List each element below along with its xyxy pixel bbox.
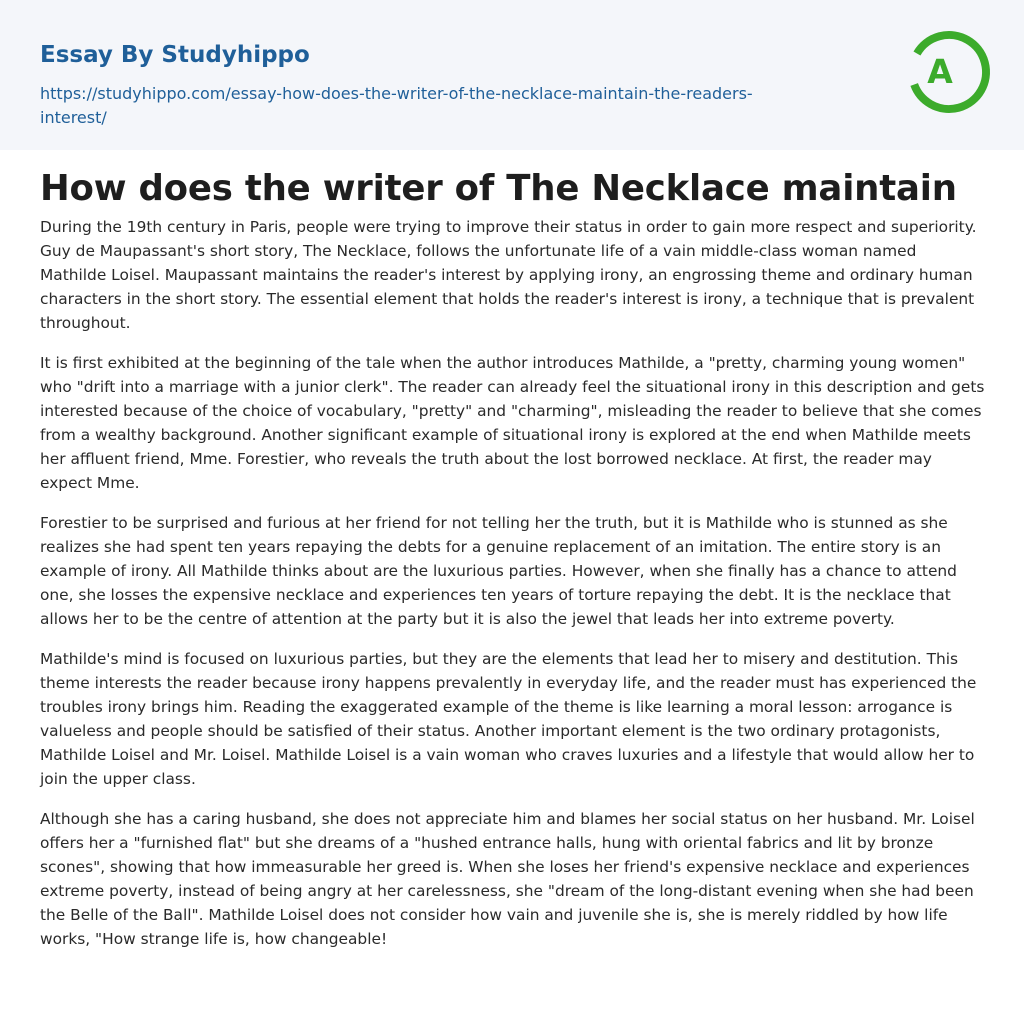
logo-letter: A — [927, 52, 953, 91]
essay-paragraph-2: It is first exhibited at the beginning of the tale when the author introduces Mathilde, a "pretty, charming young women" who "drift into a marriage with a junior clerk". The reader can already feel the situational irony in this description and gets interested because of the choice of vocabulary, "pretty" and "charming", misleading the reader to believe that she comes from a wealthy background. Another significant example of situational irony is explored at the end when Mathilde meets her affluent friend, Mme. Forestier, who reveals the truth about the lost borrowed necklace. At first, the reader may expect Mme. — [40, 354, 985, 492]
essay-paragraph-5: Although she has a caring husband, she does not appreciate him and blames her social status on her husband. Mr. Loisel offers her a "furnished flat" but she dreams of a "hushed entrance halls, hung with oriental fabrics and lit by bronze scones", showing that how immeasurable her greed is. When she loses her friend's expensive necklace and experiences extreme poverty, instead of being angry at her carelessness, she "dream of the long-distant evening when she had been the Belle of the Ball". Mathilde Loisel does not consider how vain and juvenile she is, she is merely riddled by how life works, "How strange life is, how changeable! — [40, 810, 975, 948]
essay-paragraph-3: Forestier to be surprised and furious at her friend for not telling her the truth, but it is Mathilde who is stunned as she realizes she had spent ten years repaying the debts for a genuine replacement of an imitation. The entire story is an example of irony. All Mathilde thinks about are the luxurious parties. However, when she finally has a chance to attend one, she losses the expensive necklace and experiences ten years of torture repaying the debt. It is the necklace that allows her to be the centre of attention at the party but it is also the jewel that leads her into extreme poverty. — [40, 514, 957, 628]
circle-a-logo-icon[interactable] — [906, 29, 992, 115]
essay-paragraph-1: During the 19th century in Paris, people were trying to improve their status in order to gain more respect and superiority. Guy de Maupassant's short story, The Necklace, follows the unfortunate life of a vain middle-class woman named Mathilde Loisel. Maupassant maintains the reader's interest by applying irony, an engrossing theme and ordinary human characters in the short story. The essential element that holds the reader's interest is irony, a technique that is prevalent throughout. — [40, 218, 977, 332]
site-brand-title[interactable]: Essay By Studyhippo — [40, 42, 310, 68]
essay-title: How does the writer of The Necklace maintain — [40, 168, 957, 209]
essay-paragraph-4: Mathilde's mind is focused on luxurious parties, but they are the elements that lead her to misery and destitution. This theme interests the reader because irony happens prevalently in everyday life, and the reader must has experienced the troubles irony brings him. Reading the exaggerated example of the theme is like learning a moral lesson: arrogance is valueless and people should be satisfied of their status. Another important element is the two ordinary protagonists, Mathilde Loisel and Mr. Loisel. Mathilde Loisel is a vain woman who craves luxuries and a lifestyle that would allow her to join the upper class. — [40, 650, 977, 788]
essay-url-link[interactable]: https://studyhippo.com/essay-how-does-the-writer-of-the-necklace-maintain-the-readers-interest/ — [40, 84, 753, 127]
essay-body — [40, 215, 986, 967]
site-header — [0, 0, 1024, 150]
